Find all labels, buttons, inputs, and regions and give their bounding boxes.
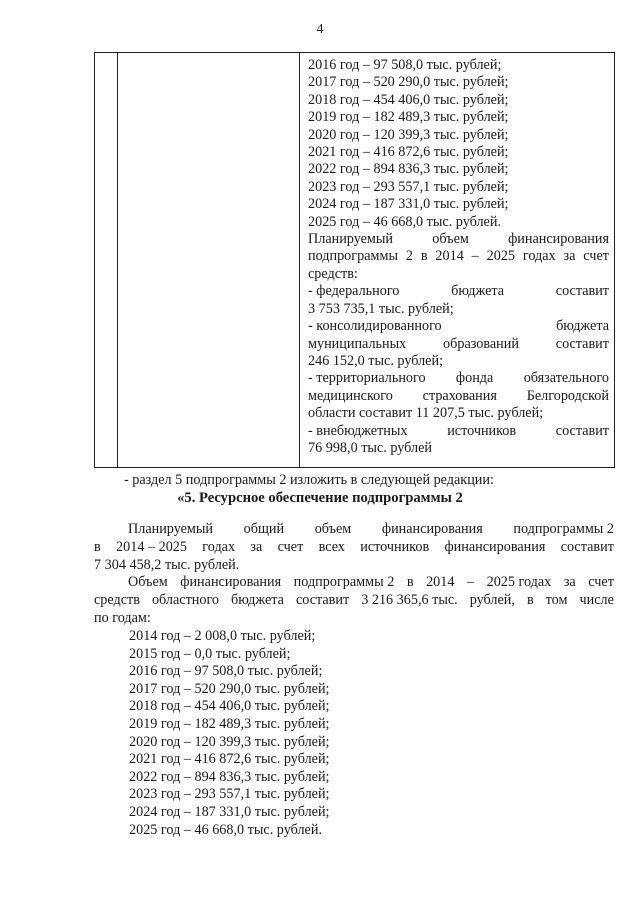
- list-item: 2020 год – 120 399,3 тыс. рублей;: [129, 733, 330, 750]
- table-cell-number: [95, 53, 118, 468]
- text-line: Планируемый общий объем финансирования подпрограммы 2: [128, 521, 614, 537]
- list-item: 2020 год – 120 399,3 тыс. рублей;: [308, 126, 509, 143]
- list-item: 2023 год – 293 557,1 тыс. рублей;: [129, 786, 330, 803]
- consolidated-budget-text: [308, 318, 609, 370]
- list-item: 2014 год – 2 008,0 тыс. рублей;: [129, 628, 316, 644]
- paragraph-total-funding-cont: [94, 539, 614, 574]
- text-line: 76 998,0 тыс. рублей: [308, 439, 432, 456]
- list-item: 2018 год – 454 406,0 тыс. рублей;: [308, 91, 509, 108]
- text-line: - консолидированного бюджета: [308, 318, 609, 335]
- territorial-fund-text: [308, 370, 609, 422]
- list-item: 2024 год – 187 331,0 тыс. рублей;: [308, 196, 509, 213]
- text-line: медицинского страхования Белгородской: [308, 387, 609, 404]
- table-row: [95, 53, 615, 468]
- paragraph-regional-funding-cont: [94, 592, 614, 627]
- section-title: «5. Ресурсное обеспечение подпрограммы 2: [177, 490, 463, 506]
- text-line: - территориального фонда обязательного: [308, 370, 609, 387]
- list-item: 2019 год – 182 489,3 тыс. рублей;: [308, 109, 509, 126]
- text-line: средств:: [308, 265, 358, 282]
- table-cell-label: [118, 53, 300, 468]
- text-line: муниципальных образований составит: [308, 335, 609, 352]
- table-cell-content: [300, 53, 615, 468]
- text-line: по годам:: [94, 609, 151, 626]
- text-line: 246 152,0 тыс. рублей;: [308, 352, 444, 369]
- list-item: 2022 год – 894 836,3 тыс. рублей;: [129, 768, 330, 785]
- list-item: 2017 год – 520 290,0 тыс. рублей;: [308, 74, 509, 91]
- extrabudgetary-text: [308, 423, 609, 458]
- table-year-list: [308, 57, 609, 231]
- text-line: Планируемый объем финансирования: [308, 231, 609, 248]
- text-line: 7 304 458,2 тыс. рублей.: [94, 556, 240, 573]
- planned-funding-text: [308, 231, 609, 283]
- list-item: 2021 год – 416 872,6 тыс. рублей;: [129, 751, 330, 768]
- list-item: 2022 год – 894 836,3 тыс. рублей;: [308, 161, 509, 178]
- list-item: 2025 год – 46 668,0 тыс. рублей.: [308, 213, 501, 230]
- list-item: 2023 год – 293 557,1 тыс. рублей;: [308, 178, 509, 195]
- list-item: 2017 год – 520 290,0 тыс. рублей;: [129, 680, 330, 697]
- text-line: в 2014 – 2025 годах за счет всех источников финансирования составит: [94, 539, 614, 555]
- list-item: 2015 год – 0,0 тыс. рублей;: [129, 645, 291, 662]
- text-line: средств областного бюджета составит 3 216 365,6 тыс. рублей, в том числе: [94, 592, 614, 608]
- text-line: - внебюджетных источников составит: [308, 422, 609, 439]
- federal-budget-text: [308, 283, 609, 318]
- paragraph-total-funding: [128, 521, 614, 539]
- list-item: 2019 год – 182 489,3 тыс. рублей;: [129, 715, 330, 732]
- list-item: 2024 год – 187 331,0 тыс. рублей;: [129, 803, 330, 820]
- funding-table: [94, 52, 615, 468]
- list-item: 2021 год – 416 872,6 тыс. рублей;: [308, 144, 509, 161]
- list-item: 2018 год – 454 406,0 тыс. рублей;: [129, 698, 330, 715]
- text-line: подпрограммы 2 в 2014 – 2025 годах за счет: [308, 248, 609, 265]
- annual-funding-list: [129, 628, 330, 839]
- page-number: 4: [316, 22, 324, 37]
- paragraph-regional-funding: [128, 574, 614, 592]
- text-line: 3 753 735,1 тыс. рублей;: [308, 300, 454, 317]
- amendment-instruction: - раздел 5 подпрограммы 2 изложить в следующей редакции:: [124, 472, 494, 488]
- list-item: 2016 год – 97 508,0 тыс. рублей;: [308, 57, 502, 73]
- text-line: области составит 11 207,5 тыс. рублей;: [308, 405, 544, 422]
- list-item: 2025 год – 46 668,0 тыс. рублей.: [129, 821, 322, 838]
- text-line: - федерального бюджета составит: [308, 283, 609, 300]
- text-line: Объем финансирования подпрограммы 2 в 2014 – 2025 годах за счет: [128, 574, 614, 590]
- list-item: 2016 год – 97 508,0 тыс. рублей;: [129, 663, 323, 680]
